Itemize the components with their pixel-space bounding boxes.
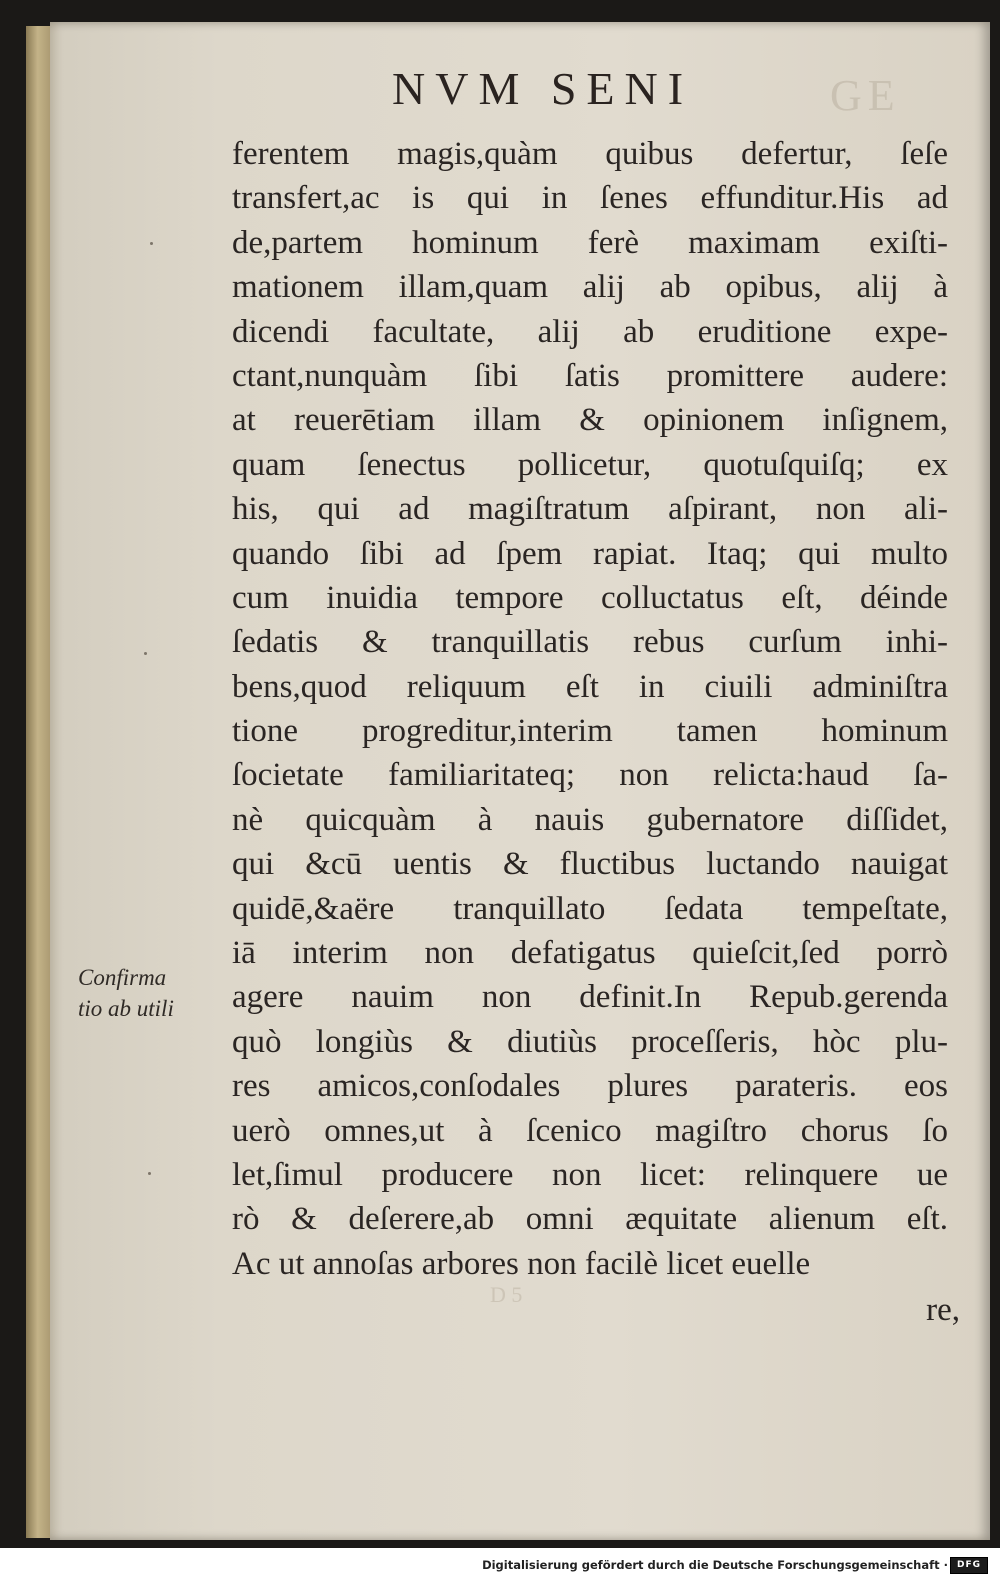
book-spine-edge [26,26,52,1538]
footer-bar [0,1548,1000,1584]
text-line: ſocietate familiaritateq; non relicta:haud ſa- [232,757,948,794]
show-through-text: GE [830,71,901,120]
text-line: iā interim non defatigatus quieſcit,ſed porrò [232,935,948,972]
dfg-logo: DFG [950,1557,988,1574]
text-line: ſedatis & tranquillatis rebus curſum inhi- [232,624,948,661]
text-line: nè quicquàm à nauis gubernatore diſſidet, [232,801,948,838]
paper-speck [144,652,147,655]
text-line: uerò omnes,ut à ſcenico magiſtro chorus ſo [232,1112,948,1149]
marginal-note [78,962,228,1024]
text-line: qui &cū uentis & fluctibus luctando nauigat [232,846,948,883]
running-header: NVM SENI [392,63,694,114]
paper-speck [148,1172,151,1175]
text-line: quò longiùs & diutiùs proceſſeris, hòc plu- [232,1023,948,1060]
text-line: ferentem magis,quàm quibus defertur, ſeſe [232,136,948,172]
marginal-note-line: tio ab utili [78,996,174,1021]
text-line: quam ſenectus pollicetur, quotuſquiſq; ex [232,446,948,483]
text-line: agere nauim non definit.In Repub.gerenda [232,979,948,1016]
text-line: dicendi facultate, alij ab eruditione expe- [232,313,948,350]
text-line: cum inuidia tempore colluctatus eſt, déinde [232,579,948,616]
text-line: Ac ut annoſas arbores non facilè licet euelle [232,1245,811,1282]
text-line: transfert,ac is qui in ſenes effunditur.His ad [232,180,948,217]
funding-credit: Digitalisierung gefördert durch die Deutsche Forschungsgemeinschaft · [482,1558,948,1572]
text-line: his, qui ad magiſtratum aſpirant, non ali- [232,491,948,528]
text-line: res amicos,conſodales plures parateris. eos [232,1068,948,1105]
text-line: quando ſibi ad ſpem rapiat. Itaq; qui multo [232,535,948,572]
text-line: mationem illam,quam alij ab opibus, alij à [232,269,948,306]
body-text [232,132,948,1286]
text-line: tione progreditur,interim tamen hominum [232,713,948,750]
show-through-mark: D 5 [490,1282,523,1307]
text-line: quidē,&aëre tranquillato ſedata tempeſtate, [232,890,948,927]
text-line: rò & deſerere,ab omni æquitate alienum eſt. [232,1201,948,1238]
paper-speck [150,242,153,245]
catchword: re, [926,1292,960,1328]
text-line: let,ſimul producere non licet: relinquere ue [232,1156,948,1193]
text-line: ctant,nunquàm ſibi ſatis promittere audere: [232,357,948,394]
text-line: de,partem hominum ferè maximam exiſti- [232,224,948,261]
text-line: at reuerētiam illam & opinionem inſignem, [232,402,948,439]
marginal-note-line: Confirma [78,965,167,990]
text-line: bens,quod reliquum eſt in ciuili adminiſtra [232,668,948,705]
